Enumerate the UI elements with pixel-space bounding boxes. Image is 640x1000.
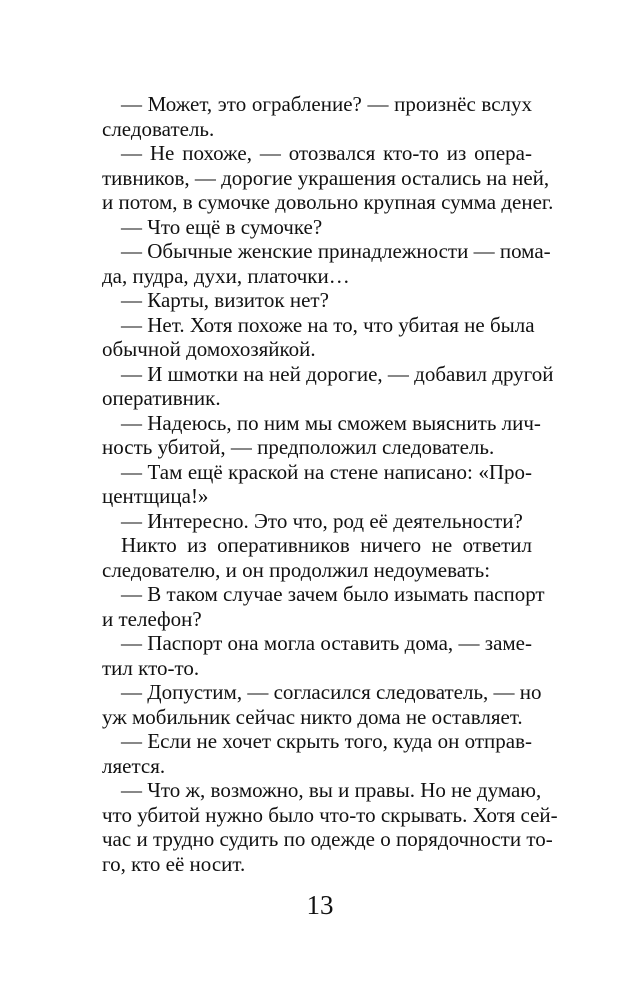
text-line: — Интересно. Это что, род её деятельности? [121, 508, 523, 533]
page-number: 13 [306, 890, 334, 920]
text-line: — Допустим, — согласился следователь, — но [121, 680, 542, 704]
text-line: — В таком случае зачем было изымать паспорт [121, 582, 545, 606]
text-line: тивников, — дорогие украшения остались на ней, [102, 165, 550, 190]
text-line: ляется. [102, 753, 166, 778]
text-line: — Что ж, возможно, вы и правы. Но не думаю, [121, 778, 542, 802]
text-line: и потом, в сумочке довольно крупная сумма денег. [102, 190, 554, 214]
text-line: что убитой нужно было что-то скрывать. Хотя сей- [102, 802, 558, 827]
text-line: — Нет. Хотя похоже на то, что убитая не была [121, 312, 535, 337]
text-line: центщица!» [102, 484, 209, 508]
text-line: — Надеюсь, по ним мы сможем выяснить лич- [121, 410, 541, 435]
text-line: — Что ещё в сумочке? [121, 214, 323, 239]
text-line: час и трудно судить по одежде о порядочности то- [102, 827, 553, 851]
text-line: — Обычные женские принадлежности — пома- [121, 239, 551, 263]
page-body [102, 92, 558, 876]
text-line: — Может, это ограбление? — произнёс вслух [121, 92, 532, 116]
text-line: уж мобильник сейчас никто дома не оставляет. [102, 704, 523, 729]
text-line: тил кто-то. [102, 655, 200, 680]
body-text [102, 92, 558, 876]
text-line: го, кто её носит. [102, 851, 246, 876]
text-line: следователю, и он продолжил недоумевать: [102, 557, 491, 582]
text-line: и телефон? [102, 606, 202, 631]
text-line: оперативник. [102, 386, 221, 410]
text-line: — Там ещё краской на стене написано: «Про- [121, 459, 532, 484]
text-line: — Карты, визиток нет? [121, 288, 329, 312]
text-line: следователь. [102, 116, 215, 141]
text-line: — Если не хочет скрыть того, куда он отправ- [121, 729, 532, 753]
text-line: да, пудра, духи, платочки… [102, 263, 350, 288]
text-line: — Не похоже, — отозвался кто-то из опера- [121, 141, 532, 165]
text-line: — И шмотки на ней дорогие, — добавил другой [121, 361, 554, 386]
text-line: обычной домохозяйкой. [102, 337, 316, 361]
text-line: ность убитой, — предположил следователь. [102, 435, 495, 459]
text-line: Никто из оперативников ничего не ответил [121, 533, 532, 557]
text-line: — Паспорт она могла оставить дома, — заме- [121, 631, 532, 655]
